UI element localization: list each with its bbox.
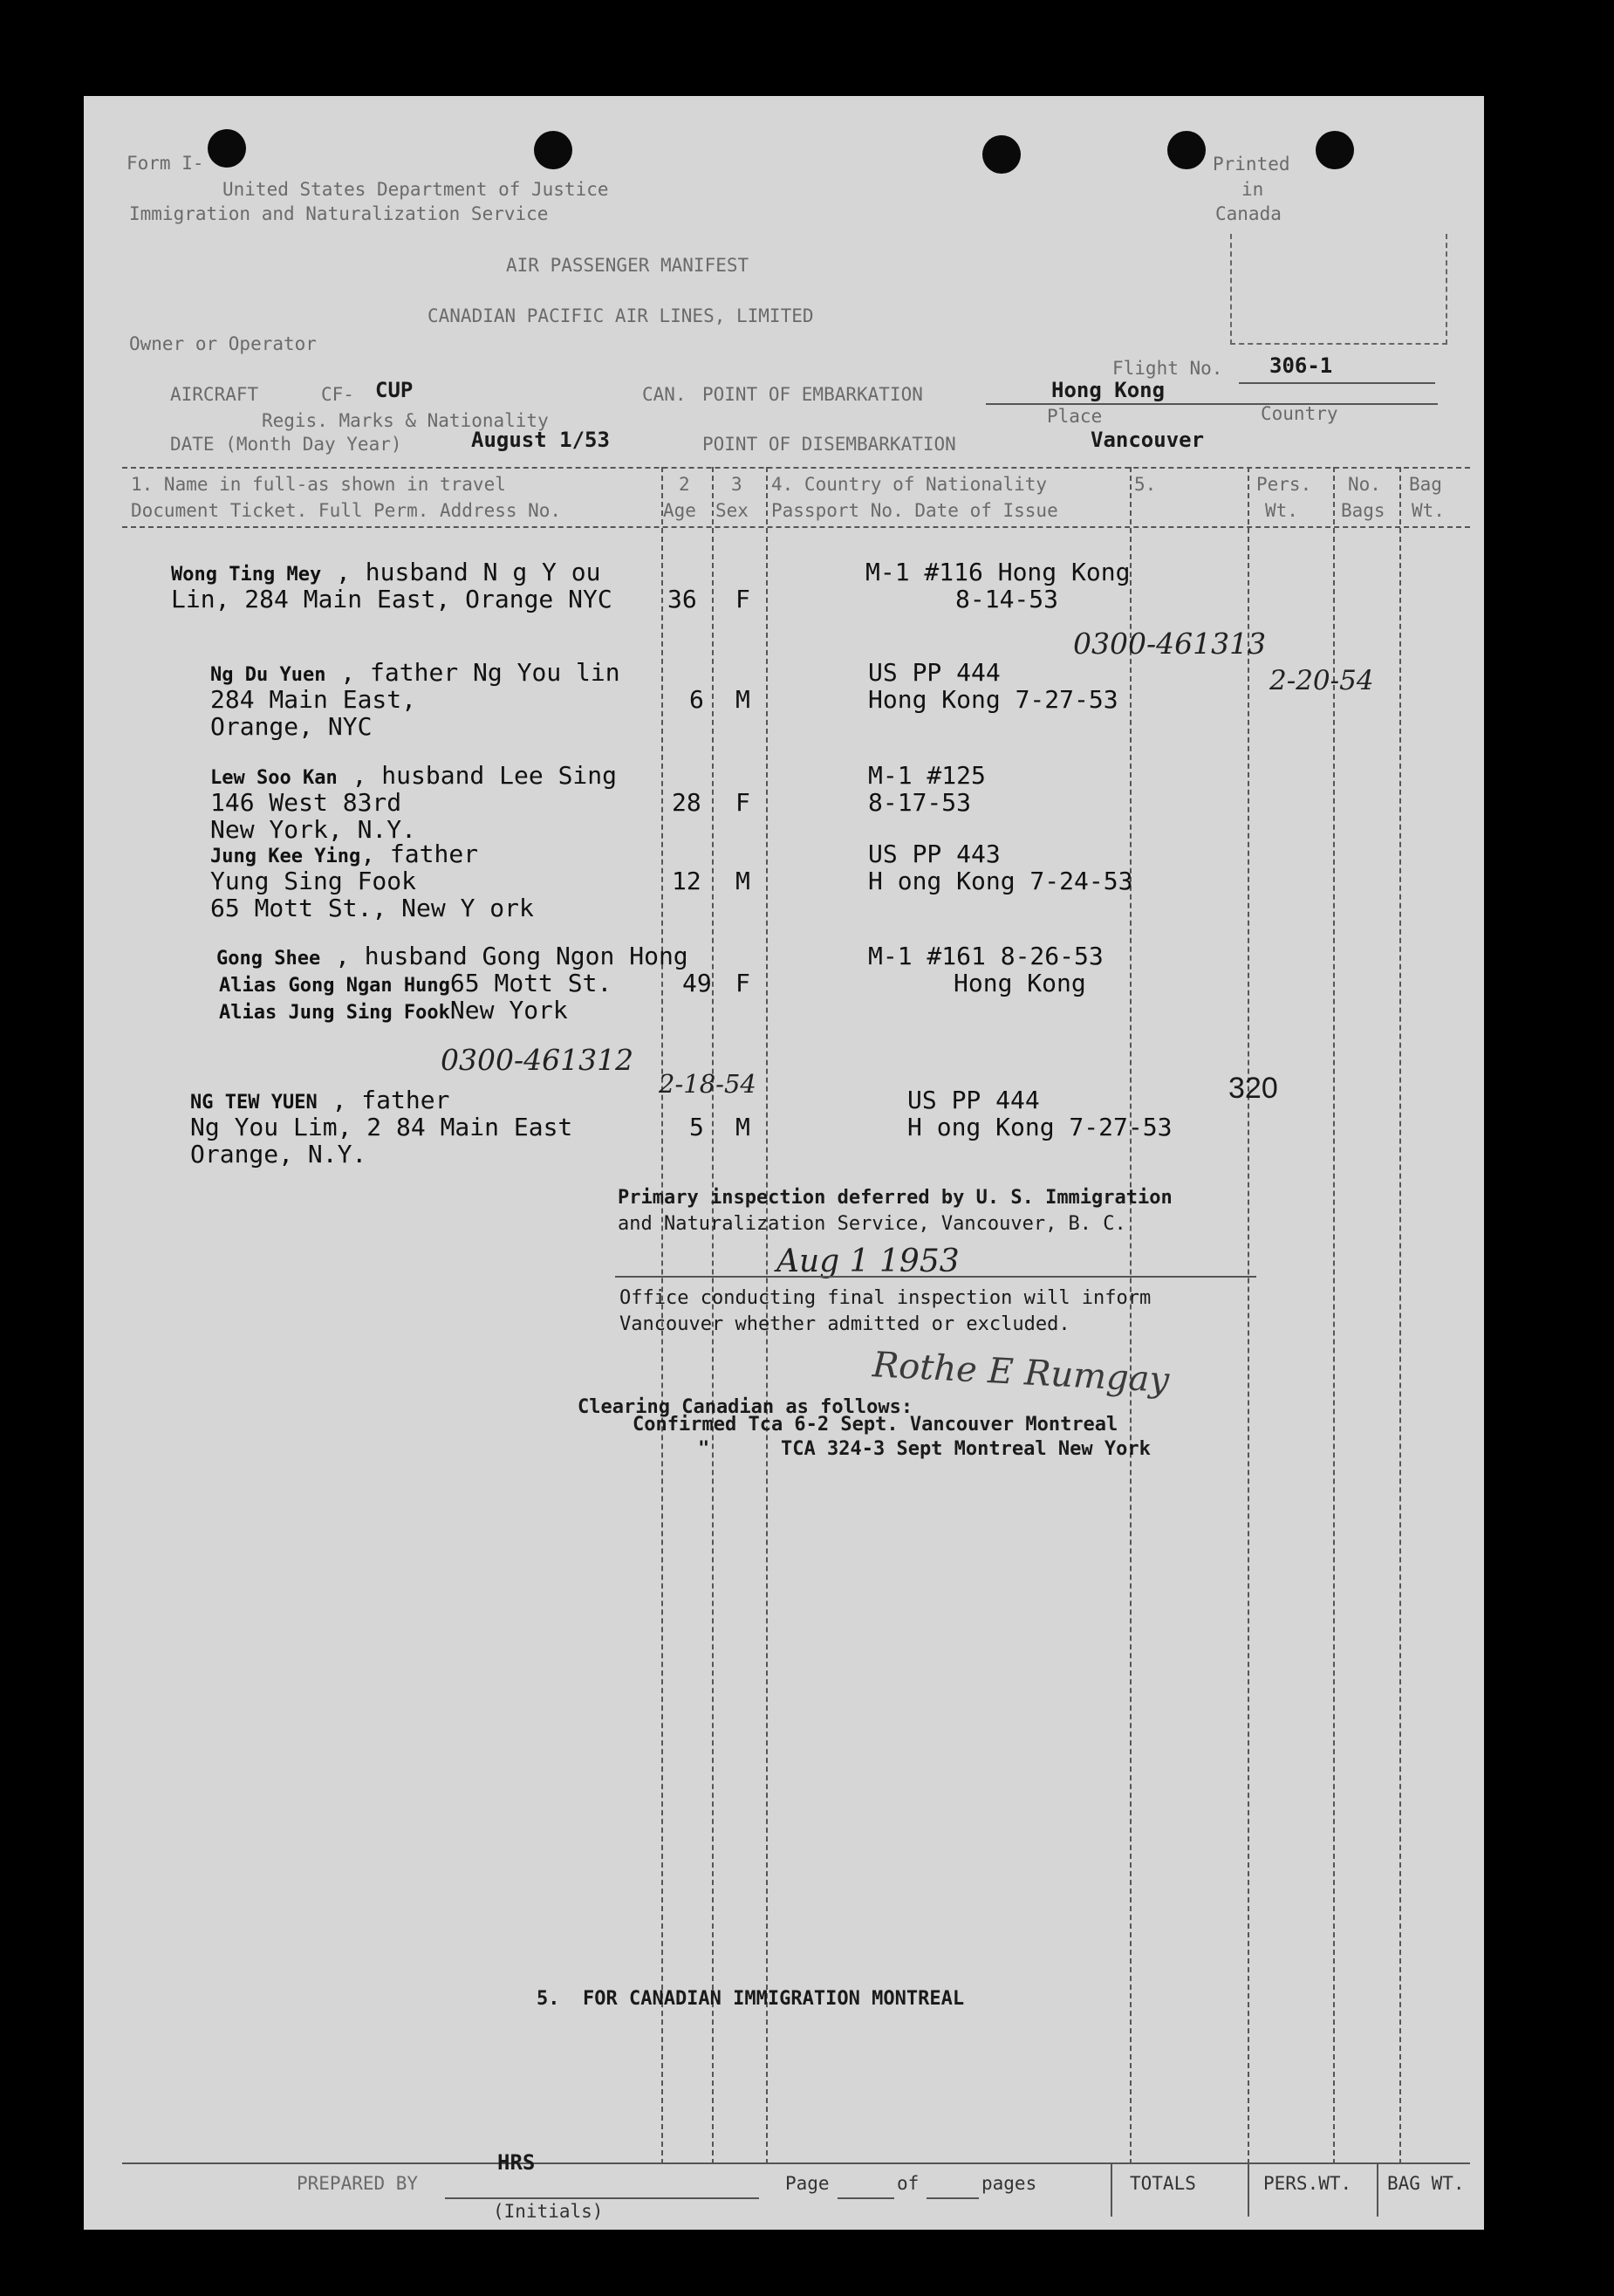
passenger-age: 12 (672, 867, 701, 895)
col4-header-a: 4. Country of Nationality (771, 474, 1048, 495)
canadian-immigration-note: 5. FOR CANADIAN IMMIGRATION MONTREAL (537, 1988, 965, 2010)
pers-wt-header-b: Wt. (1265, 500, 1298, 521)
col-rule (1248, 467, 1249, 2164)
passenger-2-line1 (210, 659, 620, 689)
aircraft-prefix: CF- (321, 384, 354, 405)
passenger-sex: M (735, 867, 750, 895)
alias-address: New York (449, 996, 568, 1025)
col5-header: 5. (1134, 474, 1157, 495)
passenger-relation: , husband N g Y ou (321, 558, 601, 586)
page-underline (838, 2197, 894, 2199)
passenger-alias-2 (219, 997, 568, 1026)
alias-address: 65 Mott St. (449, 969, 612, 997)
passenger-address-2: 65 Mott St., New Y ork (210, 894, 534, 922)
col3-header-a: 3 (731, 474, 742, 495)
punch-hole (1316, 131, 1354, 169)
passenger-5-line1 (216, 942, 688, 972)
passenger-4-line1 (210, 840, 478, 870)
flight-number: 306-1 (1269, 353, 1333, 378)
aircraft-nationality: CAN. (642, 384, 687, 405)
date-value: August 1/53 (471, 428, 610, 452)
confirmed-flight-2: TCA 324-3 Sept Montreal New York (781, 1438, 1151, 1460)
passenger-relation: , husband Lee Sing (337, 761, 617, 790)
of-label: of (897, 2173, 920, 2194)
prepared-by-value: HRS (497, 2150, 536, 2175)
inspector-signature: Rothe E Rumgay (872, 1345, 1171, 1401)
operator-name: CANADIAN PACIFIC AIR LINES, LIMITED (427, 305, 814, 326)
col-rule (1399, 467, 1401, 2164)
table-header-rule (122, 526, 1470, 528)
handwritten-file-number: 0300-461313 (1073, 627, 1267, 661)
passenger-relation: , father Ng You lin (325, 658, 620, 687)
form-number: Form I- (127, 153, 204, 174)
agency-line-2: Immigration and Naturalization Service (129, 203, 549, 224)
final-inspection-note-2: Vancouver whether admitted or excluded. (619, 1313, 1070, 1335)
pages-label: pages (981, 2173, 1037, 2194)
passenger-age: 36 (667, 585, 697, 613)
passenger-sex: M (735, 1113, 750, 1141)
passport-line-2: Hong Kong 7-27-53 (868, 685, 1118, 714)
handwritten-date: 2-20-54 (1269, 665, 1374, 696)
passenger-relation: , husband Gong Ngon Hong (320, 942, 688, 970)
printed-line-2: in (1241, 179, 1264, 200)
passport-line-1: US PP 444 (907, 1086, 1040, 1114)
col1-header-a: 1. Name in full-as shown in travel (131, 474, 506, 495)
passenger-address: 284 Main East, (210, 685, 417, 714)
punch-hole (1167, 131, 1206, 169)
passenger-name: NG TEW YUEN (190, 1092, 318, 1114)
passport-line-1: US PP 444 (868, 658, 1001, 687)
passenger-6-line1 (190, 1086, 449, 1116)
passenger-relation: , father (317, 1086, 450, 1114)
passenger-address: 146 West 83rd (210, 788, 402, 817)
embark-underline (986, 403, 1438, 405)
passenger-address: Ng You Lim, 2 84 Main East (190, 1113, 573, 1141)
page-label: Page (785, 2173, 830, 2194)
clearing-note: Clearing Canadian as follows: (578, 1396, 913, 1418)
deferred-note-2: and Naturalization Service, Vancouver, B. C. (618, 1213, 1126, 1235)
passenger-name: Wong Ting Mey (171, 564, 322, 586)
passenger-address-2: New York, N.Y. (210, 815, 417, 844)
handwritten-number: 320 (1228, 1072, 1278, 1105)
stamp-box (1230, 234, 1447, 345)
passport-line-1: US PP 443 (868, 840, 1001, 868)
passport-line-1: M-1 #161 8-26-53 (868, 942, 1104, 970)
passenger-address: Lin, 284 Main East, Orange NYC (171, 585, 612, 613)
passport-line-2: Hong Kong (954, 969, 1086, 997)
col3-header-b: Sex (715, 500, 749, 521)
passenger-alias-1 (219, 970, 612, 999)
embarkation-place: Hong Kong (1051, 378, 1166, 402)
disembarkation-place: Vancouver (1091, 428, 1205, 452)
owner-label: Owner or Operator (129, 333, 317, 354)
pers-wt-total-label: PERS.WT. (1263, 2173, 1352, 2194)
alias-name: Alias Jung Sing Fook (219, 1002, 450, 1024)
initials-label: (Initials) (493, 2201, 604, 2222)
col2-header-b: Age (663, 500, 696, 521)
pers-wt-header-a: Pers. (1256, 474, 1312, 495)
passport-line-2: H ong Kong 7-27-53 (907, 1113, 1173, 1141)
passenger-age: 5 (689, 1113, 704, 1141)
passenger-age: 6 (689, 685, 704, 714)
embarkation-label: POINT OF EMBARKATION (702, 384, 923, 405)
passenger-3-line1 (210, 762, 617, 792)
punch-hole (208, 129, 246, 168)
date-label: DATE (Month Day Year) (170, 434, 402, 455)
aircraft-label: AIRCRAFT (170, 384, 259, 405)
passport-line-2: 8-14-53 (955, 585, 1059, 613)
prepared-by-label: PREPARED BY (297, 2173, 419, 2194)
handwritten-file-number: 0300-461312 (441, 1043, 634, 1077)
passenger-name: Ng Du Yuen (210, 664, 326, 686)
handwritten-date: 2-18-54 (659, 1069, 756, 1099)
passenger-sex: F (735, 969, 750, 997)
pages-underline (927, 2197, 979, 2199)
bags-header-b: Bags (1341, 500, 1385, 521)
flight-label: Flight No. (1112, 358, 1223, 379)
regis-label: Regis. Marks & Nationality (262, 410, 549, 431)
col1-header-b: Document Ticket. Full Perm. Address No. (131, 500, 562, 521)
passenger-sex: F (735, 585, 750, 613)
col2-header-a: 2 (679, 474, 690, 495)
country-label: Country (1261, 403, 1338, 424)
footer-top-rule (122, 2162, 1470, 2164)
passenger-name: Gong Shee (216, 948, 321, 970)
passport-line-1: M-1 #125 (868, 761, 986, 790)
passenger-age: 28 (672, 788, 701, 817)
ditto-mark: " (698, 1438, 710, 1460)
table-top-rule (122, 467, 1470, 469)
totals-label: TOTALS (1130, 2173, 1196, 2194)
passenger-address-2: Orange, NYC (210, 712, 373, 741)
bag-wt-total-label: BAG WT. (1387, 2173, 1465, 2194)
place-label: Place (1047, 406, 1103, 427)
bags-header-a: No. (1348, 474, 1381, 495)
passenger-1-line1 (171, 559, 600, 588)
stamp-date: Aug 1 1953 (776, 1244, 960, 1279)
passport-line-1: M-1 #116 Hong Kong (865, 558, 1131, 586)
printed-line-1: Printed (1213, 154, 1290, 175)
bag-wt-header-b: Wt. (1412, 500, 1445, 521)
passenger-age: 49 (682, 969, 712, 997)
passenger-sex: M (735, 685, 750, 714)
manifest-title: AIR PASSENGER MANIFEST (506, 255, 749, 276)
passport-line-2: 8-17-53 (868, 788, 972, 817)
passport-line-2: H ong Kong 7-24-53 (868, 867, 1133, 895)
footer-col-rule (1111, 2162, 1112, 2217)
passenger-name: Lew Soo Kan (210, 767, 338, 789)
printed-line-3: Canada (1215, 203, 1282, 224)
prepared-underline (445, 2197, 759, 2199)
disembarkation-label: POINT OF DISEMBARKATION (702, 434, 956, 455)
deferred-note-1: Primary inspection deferred by U. S. Immigration (618, 1187, 1173, 1209)
footer-col-rule (1248, 2162, 1249, 2217)
col4-header-b: Passport No. Date of Issue (771, 500, 1058, 521)
flight-underline (1239, 382, 1435, 384)
agency-line-1: United States Department of Justice (222, 179, 609, 200)
aircraft-registration: CUP (375, 378, 414, 402)
alias-name: Alias Gong Ngan Hung (219, 975, 450, 997)
note-divider (615, 1276, 1256, 1278)
footer-col-rule (1377, 2162, 1378, 2217)
col-rule (1333, 467, 1335, 2164)
passenger-address: Yung Sing Fook (210, 867, 417, 895)
passenger-relation: , father (360, 840, 479, 868)
punch-hole (534, 131, 572, 169)
final-inspection-note-1: Office conducting final inspection will inform (619, 1287, 1152, 1309)
confirmed-flight-1: Confirmed Tca 6-2 Sept. Vancouver Montreal (633, 1414, 1118, 1436)
passenger-name: Jung Kee Ying (210, 846, 361, 867)
bag-wt-header-a: Bag (1409, 474, 1442, 495)
passenger-sex: F (735, 788, 750, 817)
passenger-address-2: Orange, N.Y. (190, 1140, 367, 1169)
col-rule (1130, 467, 1132, 2164)
punch-hole (982, 135, 1021, 174)
